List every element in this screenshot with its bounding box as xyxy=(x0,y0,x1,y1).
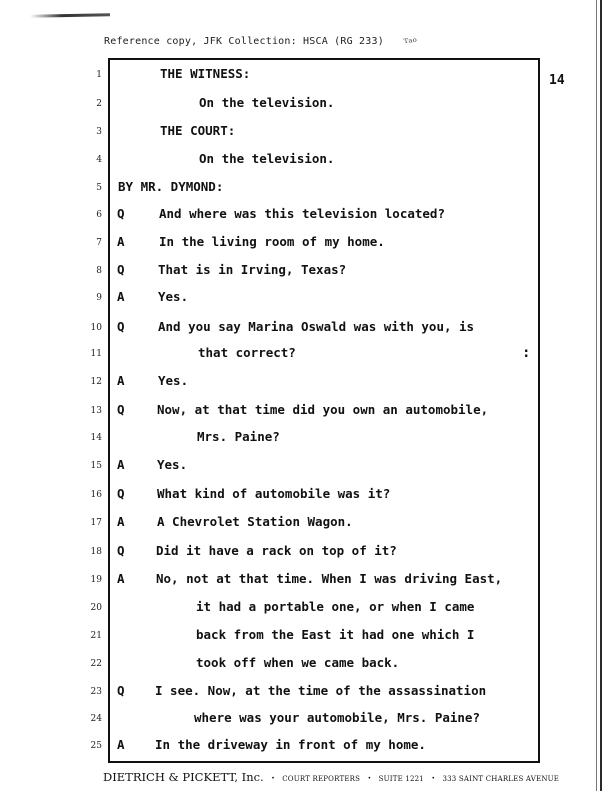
line-text: What kind of automobile was it? xyxy=(157,486,391,501)
line-number: 9 xyxy=(96,293,102,303)
line-number: 23 xyxy=(90,687,102,697)
speaker-label: A xyxy=(117,457,125,472)
transcript-line xyxy=(0,599,560,619)
line-number: 19 xyxy=(90,575,102,585)
line-number: 24 xyxy=(90,714,102,724)
line-text: THE COURT: xyxy=(160,123,236,138)
transcript-line xyxy=(0,234,560,254)
line-number: 14 xyxy=(90,433,102,443)
transcript-line xyxy=(0,123,560,143)
transcript-line xyxy=(0,457,560,477)
line-number: 15 xyxy=(90,461,102,471)
line-number: 12 xyxy=(90,377,102,387)
line-text: I see. Now, at the time of the assassination xyxy=(155,683,487,698)
transcript-line xyxy=(0,345,560,365)
transcript-line xyxy=(0,737,560,757)
speaker-label: A xyxy=(117,289,125,304)
speaker-label: Q xyxy=(117,683,125,698)
line-text: Did it have a rack on top of it? xyxy=(156,543,397,558)
line-number: 17 xyxy=(90,518,102,528)
transcript-line xyxy=(0,373,560,393)
reporter-footer xyxy=(103,770,559,784)
speaker-label: Q xyxy=(117,486,125,501)
line-number: 13 xyxy=(90,406,102,416)
transcript-line xyxy=(0,683,560,703)
transcript-line xyxy=(0,514,560,534)
line-number: 7 xyxy=(96,238,102,248)
speaker-label: A xyxy=(117,737,125,752)
margin-mark: : xyxy=(522,345,531,361)
speaker-label: Q xyxy=(117,206,125,221)
transcript-line xyxy=(0,289,560,309)
line-text: BY MR. DYMOND: xyxy=(118,179,224,194)
speaker-label: A xyxy=(117,571,125,586)
line-number: 3 xyxy=(96,127,102,137)
line-text: In the driveway in front of my home. xyxy=(155,737,426,752)
line-text: Yes. xyxy=(157,457,188,472)
line-text: Now, at that time did you own an automobile, xyxy=(157,402,489,417)
line-text: That is in Irving, Texas? xyxy=(158,262,347,277)
line-text: Yes. xyxy=(158,373,189,388)
line-number: 10 xyxy=(90,323,102,333)
transcript-line xyxy=(0,262,560,282)
line-text: where was your automobile, Mrs. Paine? xyxy=(194,710,480,725)
line-number: 11 xyxy=(90,349,102,359)
reference-header: Reference copy, JFK Collection: HSCA (RG 233) xyxy=(104,36,384,47)
line-number: 2 xyxy=(96,99,102,109)
line-text: it had a portable one, or when I came xyxy=(196,599,475,614)
line-number: 6 xyxy=(96,210,102,220)
firm-name: DIETRICH & PICKETT, Inc. xyxy=(103,770,264,784)
line-text: that correct? xyxy=(198,345,296,360)
bullet-separator: • xyxy=(431,774,435,782)
transcript-line xyxy=(0,66,560,86)
line-text: A Chevrolet Station Wagon. xyxy=(157,514,353,529)
handwritten-mark: ᵀᵃᵒ xyxy=(403,35,418,50)
line-number: 5 xyxy=(96,183,102,193)
speaker-label: Q xyxy=(117,262,125,277)
speaker-label: A xyxy=(117,373,125,388)
transcript-line xyxy=(0,571,560,591)
line-number: 8 xyxy=(96,266,102,276)
line-number: 1 xyxy=(96,70,102,80)
bullet-separator: • xyxy=(271,774,275,782)
transcript-line xyxy=(0,319,560,339)
suite-label: SUITE 1221 xyxy=(378,775,424,783)
transcript-line xyxy=(0,95,560,115)
line-text: back from the East it had one which I xyxy=(196,627,475,642)
transcript-line xyxy=(0,179,560,199)
page-edge-shadow xyxy=(600,0,602,791)
line-number: 16 xyxy=(90,490,102,500)
line-number: 22 xyxy=(90,659,102,669)
line-text: And where was this television located? xyxy=(159,206,445,221)
line-text: Yes. xyxy=(158,289,189,304)
page-edge-line xyxy=(596,0,597,791)
line-number: 21 xyxy=(90,631,102,641)
line-number: 18 xyxy=(90,547,102,557)
transcript-line xyxy=(0,655,560,675)
transcript-line xyxy=(0,429,560,449)
transcript-line xyxy=(0,402,560,422)
line-text: In the living room of my home. xyxy=(159,234,385,249)
bullet-separator: • xyxy=(367,774,372,782)
line-text: Mrs. Paine? xyxy=(197,429,280,444)
line-text: On the television. xyxy=(199,95,335,110)
speaker-label: Q xyxy=(117,402,125,417)
line-text: THE WITNESS: xyxy=(160,66,251,81)
speaker-label: A xyxy=(117,514,125,529)
line-text: And you say Marina Oswald was with you, is xyxy=(158,319,475,334)
address-label: 333 SAINT CHARLES AVENUE xyxy=(442,775,560,783)
line-text: On the television. xyxy=(199,151,335,166)
line-number: 4 xyxy=(96,155,102,165)
transcript-line xyxy=(0,627,560,647)
scan-smudge xyxy=(30,13,110,17)
page-number: 14 xyxy=(549,73,565,88)
line-number: 25 xyxy=(90,741,102,751)
line-number: 20 xyxy=(90,603,102,613)
speaker-label: A xyxy=(117,234,125,249)
line-text: No, not at that time. When I was driving East, xyxy=(156,571,503,586)
transcript-line xyxy=(0,543,560,563)
reporters-label: COURT REPORTERS xyxy=(282,775,361,783)
speaker-label: Q xyxy=(117,543,125,558)
transcript-line xyxy=(0,151,560,171)
speaker-label: Q xyxy=(117,319,125,334)
line-text: took off when we came back. xyxy=(196,655,400,670)
transcript-line xyxy=(0,206,560,226)
transcript-line xyxy=(0,710,560,730)
transcript-line xyxy=(0,486,560,506)
